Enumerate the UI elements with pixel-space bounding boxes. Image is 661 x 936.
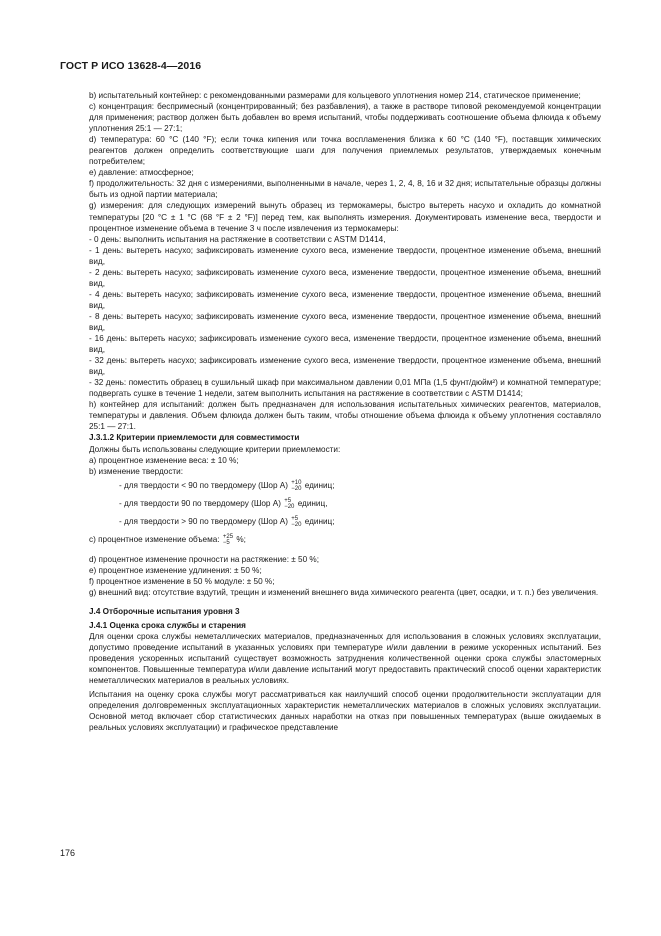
hardness-over-90 (119, 516, 601, 528)
hardness-equal-90 (119, 498, 601, 510)
hardness-under-90 (119, 480, 601, 492)
criterion-c-volume (89, 534, 601, 546)
tolerance-upper: +25 (222, 533, 234, 540)
tolerance-upper: +10 (291, 479, 302, 486)
criterion-b-hardness: b) изменение твердости: (89, 466, 184, 476)
day-2: - 2 день: вытереть насухо; зафиксировать изменение сухого веса, изменение твердости, процентное изменение объема, внешний вид, (89, 267, 601, 288)
item-g-measurements: g) измерения: для следующих измерений вынуть образец из термокамеры, быстро вытереть насухо и охладить до комнатной температуры [20 °С ± 1 °С (68 °F ± 2 °F)] перед тем, как выполнять измерения. Документировать изменение веса, твердости и процентное изменение объема в течение 3 ч после извлечения из термокамеры: (89, 201, 601, 233)
section-heading-j312: J.3.1.2 Критерии приемлемости для совместимости (89, 433, 300, 443)
document-header: ГОСТ Р ИСО 13628-4—2016 (60, 60, 202, 72)
hardness-over-90-unit: единиц; (304, 516, 335, 526)
tolerance-upper: +5 (284, 497, 292, 504)
item-h-test-container: h) контейнер для испытаний: должен быть предназначен для использования испытательных химических реагентов, материалов, температуры и давления. Объем флюида должен быть таким, чтобы отношение объема флюида к объему уплотнения составляло 25:1 — 27:1. (89, 400, 601, 432)
hardness-under-90-unit: единиц; (304, 480, 335, 490)
volume-tolerance (223, 534, 233, 546)
tolerance-upper: +5 (291, 515, 299, 522)
day-32-wipe: - 32 день: вытереть насухо; зафиксировать изменение сухого веса, изменение твердости, процентное изменение объема, внешний вид, (89, 356, 601, 377)
day-32-dry: - 32 день: поместить образец в сушильный шкаф при максимальном давлении 0,01 МПа (1,5 фунт/дюйм²) и комнатной температуре; подвергать сушке в течение 1 недели, затем выполнить испытания на растяжение в соответствии с ASTM D1414; (89, 378, 601, 399)
criteria-intro: Должны быть использованы следующие критерии приемлемости: (89, 444, 341, 454)
hardness-under-90-tolerance (291, 480, 301, 492)
j41-paragraph-1: Для оценки срока службы неметаллических материалов, предназначенных для использования в сложных условиях эксплуатации, допустимо проведение испытаний в указанных условиях при температуре и/или давлении в режиме ускоренных испытаний. Без проведения ускоренных испытаний существует возможность затруднения количественной оценки срока службы эластомерных компонентов. Повышенные температура и/или давление испытаний могут предоставить практический способ оценки характеристик неметаллических материалов в реальных условиях. (89, 631, 601, 686)
j41-paragraph-2: Испытания на оценку срока службы могут рассматриваться как наилучший способ оценки продолжительности эксплуатации для определения долговременных эксплуатационных характеристик неметаллических материалов в сложных условиях эксплуатации. Основной метод включает сбор статистических данных наработки на отказ при повышенных температурах (выше ожидаемых в реальных условиях эксплуатации) и графическое представление (89, 690, 601, 733)
item-c-concentration: c) концентрация: беспримесный (концентрированный; без разбавления), а также в растворе типовой рекомендуемой концентрации для применения; раствор должен быть добавлен во время испытаний, чтобы поддерживать соотношение объема флюида к объему уплотнения 25:1 — 27:1; (89, 102, 601, 134)
criterion-c-label: c) процентное изменение объема: (89, 534, 220, 544)
hardness-under-90-label: - для твердости < 90 по твердомеру (Шор А) (119, 480, 288, 490)
hardness-equal-90-label: - для твердости 90 по твердомеру (Шор А) (119, 498, 281, 508)
page-content (89, 90, 601, 733)
criterion-a-weight: а) процентное изменение веса: ± 10 %; (89, 455, 239, 465)
criterion-d-tensile: d) процентное изменение прочности на растяжение: ± 50 %; (89, 554, 319, 564)
tolerance-lower: −5 (222, 539, 230, 546)
hardness-equal-90-tolerance (284, 498, 294, 510)
criterion-g-appearance: g) внешний вид: отсутствие вздутий, трещин и изменений внешнего вида химического реагента (цвет, осадки, и т. п.) без увеличения. (89, 587, 599, 597)
day-0: - 0 день: выполнить испытания на растяжение в соответствии с ASTM D1414, (89, 234, 386, 244)
criterion-e-elongation: e) процентное изменение удлинения: ± 50 %; (89, 565, 262, 575)
section-heading-j41: J.4.1 Оценка срока службы и старения (89, 620, 246, 630)
item-f-duration: f) продолжительность: 32 дня с измерениями, выполненными в начале, через 1, 2, 4, 8, 16 и 32 дня; испытательные образцы должны быть из одной партии материала; (89, 179, 601, 200)
hardness-over-90-label: - для твердости > 90 по твердомеру (Шор А) (119, 516, 288, 526)
hardness-equal-90-unit: единиц, (297, 498, 328, 508)
section-heading-j4: J.4 Отборочные испытания уровня 3 (89, 606, 240, 616)
item-b-container: b) испытательный контейнер: с рекомендованными размерами для кольцевого уплотнения номер 214, статическое применение; (89, 91, 581, 100)
day-4: - 4 день: вытереть насухо; зафиксировать изменение сухого веса, изменение твердости, процентное изменение объема, внешний вид, (89, 289, 601, 310)
criterion-c-unit: %; (236, 534, 246, 544)
item-e-pressure: e) давление: атмосферное; (89, 168, 194, 178)
day-16: - 16 день: вытереть насухо; зафиксировать изменение сухого веса, изменение твердости, процентное изменение объема, внешний вид, (89, 334, 601, 355)
tolerance-lower: −20 (291, 521, 302, 528)
day-1: - 1 день: вытереть насухо; зафиксировать изменение сухого веса, изменение твердости, процентное изменение объема, внешний вид, (89, 245, 601, 266)
hardness-over-90-tolerance (291, 516, 301, 528)
day-8: - 8 день: вытереть насухо; зафиксировать изменение сухого веса, изменение твердости, процентное изменение объема, внешний вид, (89, 311, 601, 332)
criterion-f-modulus: f) процентное изменение в 50 % модуле: ± 50 %; (89, 576, 275, 586)
tolerance-lower: −20 (291, 485, 302, 492)
page-number: 176 (60, 848, 76, 858)
item-d-temperature: d) температура: 60 °С (140 °F); если точка кипения или точка воспламенения близка к 60 °С (140 °F), поставщик химических реагентов должен определить соответствующие шаги для получения приемлемых результатов, утверждаемых конечным потребителем; (89, 135, 601, 167)
tolerance-lower: −20 (284, 503, 295, 510)
